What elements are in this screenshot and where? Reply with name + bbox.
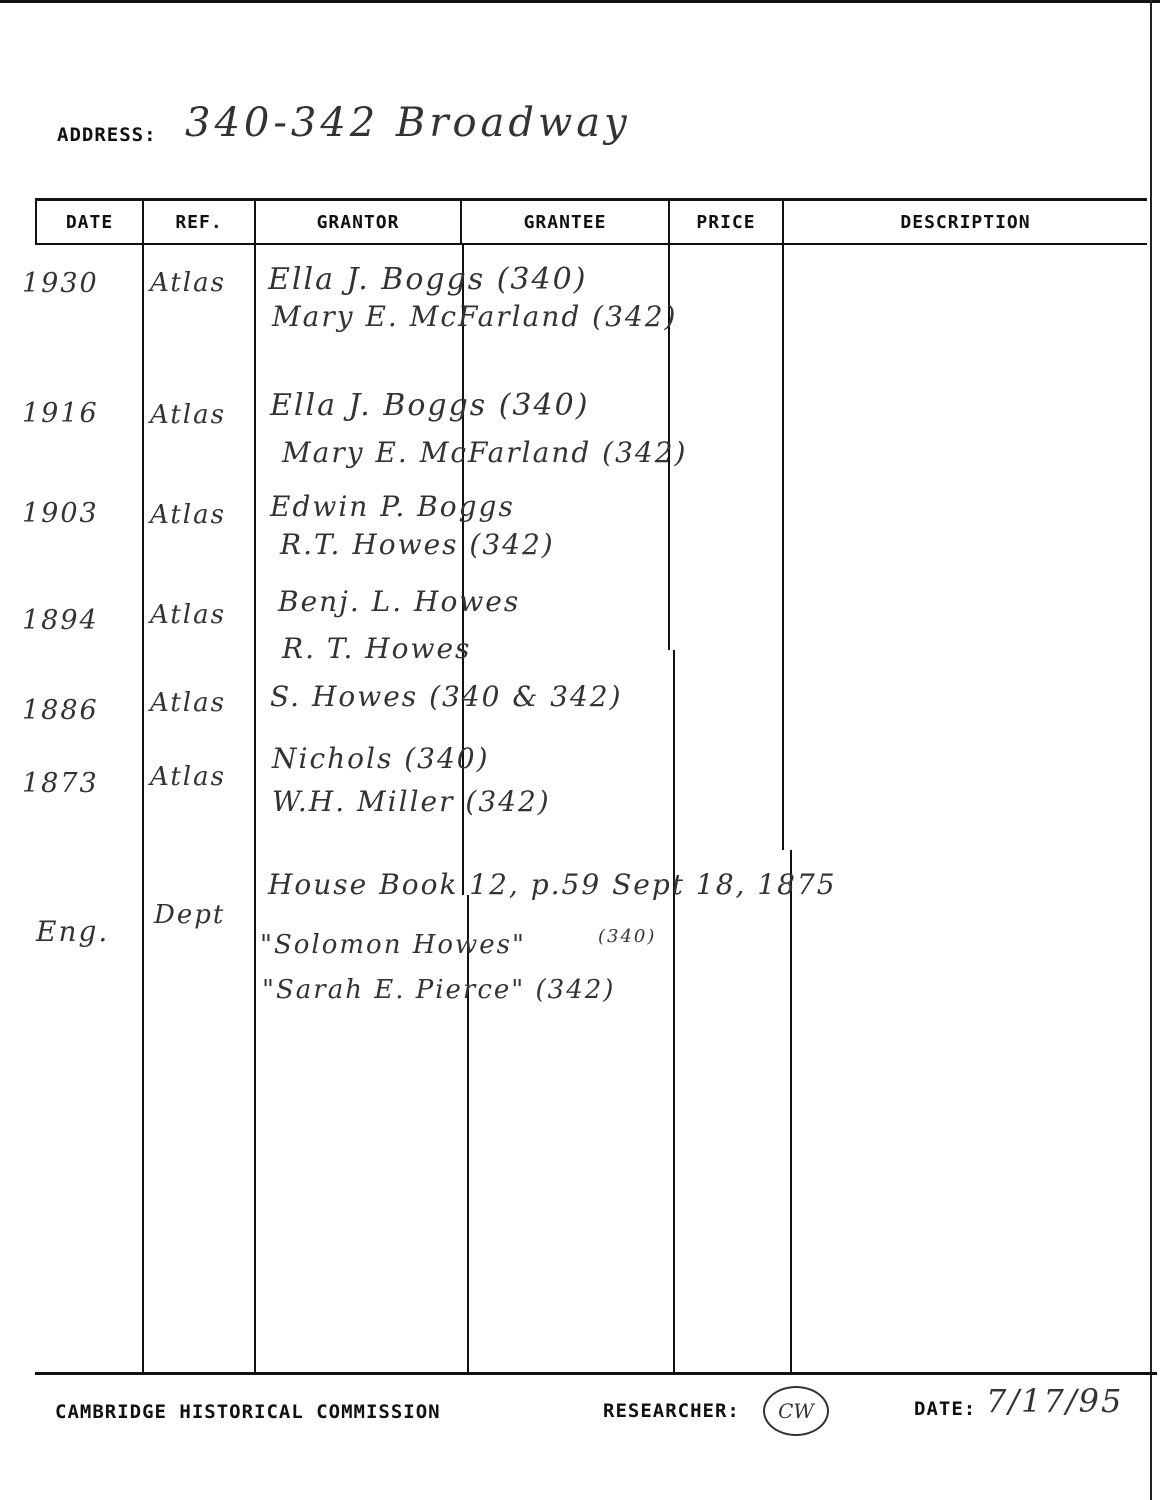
- row-line: Nichols (340): [272, 742, 490, 775]
- date-value: 7/17/95: [986, 1382, 1124, 1420]
- row-line: R. T. Howes: [282, 632, 472, 665]
- row-ref: Atlas: [150, 500, 226, 530]
- row-line: Mary E. McFarland (342): [282, 436, 688, 469]
- row-line: S. Howes (340 & 342): [270, 680, 623, 713]
- row-line: House Book 12, p.59 Sept 18, 1875: [268, 868, 837, 901]
- row-line: Benj. L. Howes: [278, 585, 521, 618]
- top-border: [0, 0, 1160, 3]
- row-date: 1886: [22, 695, 99, 726]
- right-border: [1150, 0, 1152, 1500]
- row-line: "Solomon Howes": [260, 930, 526, 960]
- row-line-note: (340): [598, 926, 657, 947]
- row-date: 1873: [22, 768, 99, 799]
- row-line: R.T. Howes (342): [280, 528, 555, 561]
- col-divider-grantee-price-top: [668, 200, 670, 650]
- row-date: 1894: [22, 605, 99, 636]
- row-ref: Dept: [154, 900, 226, 930]
- row-date: 1930: [22, 268, 99, 299]
- row-line: Ella J. Boggs (340): [270, 388, 590, 423]
- row-line: Mary E. McFarland (342): [272, 300, 678, 333]
- row-ref: Atlas: [150, 600, 226, 630]
- row-ref: Atlas: [150, 268, 226, 298]
- col-divider-grantor-grantee-low: [467, 895, 469, 1373]
- researcher-label: RESEARCHER:: [603, 1400, 740, 1422]
- row-ref: Atlas: [150, 400, 226, 430]
- header-grantee: GRANTEE: [523, 212, 607, 233]
- row-ref: Atlas: [150, 762, 226, 792]
- row-line: "Sarah E. Pierce" (342): [262, 975, 616, 1005]
- col-divider-price-desc-low: [790, 850, 792, 1373]
- col-divider-date-ref: [142, 200, 144, 1373]
- date-label: DATE:: [914, 1398, 977, 1420]
- footer-organization: CAMBRIDGE HISTORICAL COMMISSION: [55, 1401, 441, 1423]
- header-description: DESCRIPTION: [900, 212, 1031, 233]
- header-ref: REF.: [175, 212, 223, 233]
- header-grantor: GRANTOR: [316, 212, 400, 233]
- header-price: PRICE: [696, 212, 756, 233]
- row-ref: Atlas: [150, 688, 226, 718]
- researcher-initials-circle: [763, 1386, 829, 1436]
- row-line: Edwin P. Boggs: [270, 490, 515, 523]
- row-date: 1916: [22, 398, 99, 429]
- row-date: 1903: [22, 498, 99, 529]
- address-value: 340-342 Broadway: [185, 100, 631, 146]
- researcher-initials: CW: [778, 1399, 814, 1423]
- header-bottom-rule: [35, 243, 1147, 245]
- row-date: Eng.: [36, 915, 110, 948]
- col-divider-grantee-price-low: [673, 650, 675, 1373]
- table-bottom-rule: [35, 1372, 1157, 1375]
- col-divider-price-desc-top: [782, 200, 784, 850]
- address-label: ADDRESS:: [57, 124, 157, 146]
- row-line: W.H. Miller (342): [272, 785, 551, 818]
- table-top-rule: [35, 198, 1147, 201]
- row-line: Ella J. Boggs (340): [268, 262, 588, 297]
- col-divider-ref-grantor: [254, 200, 256, 1373]
- header-date: DATE: [65, 212, 114, 233]
